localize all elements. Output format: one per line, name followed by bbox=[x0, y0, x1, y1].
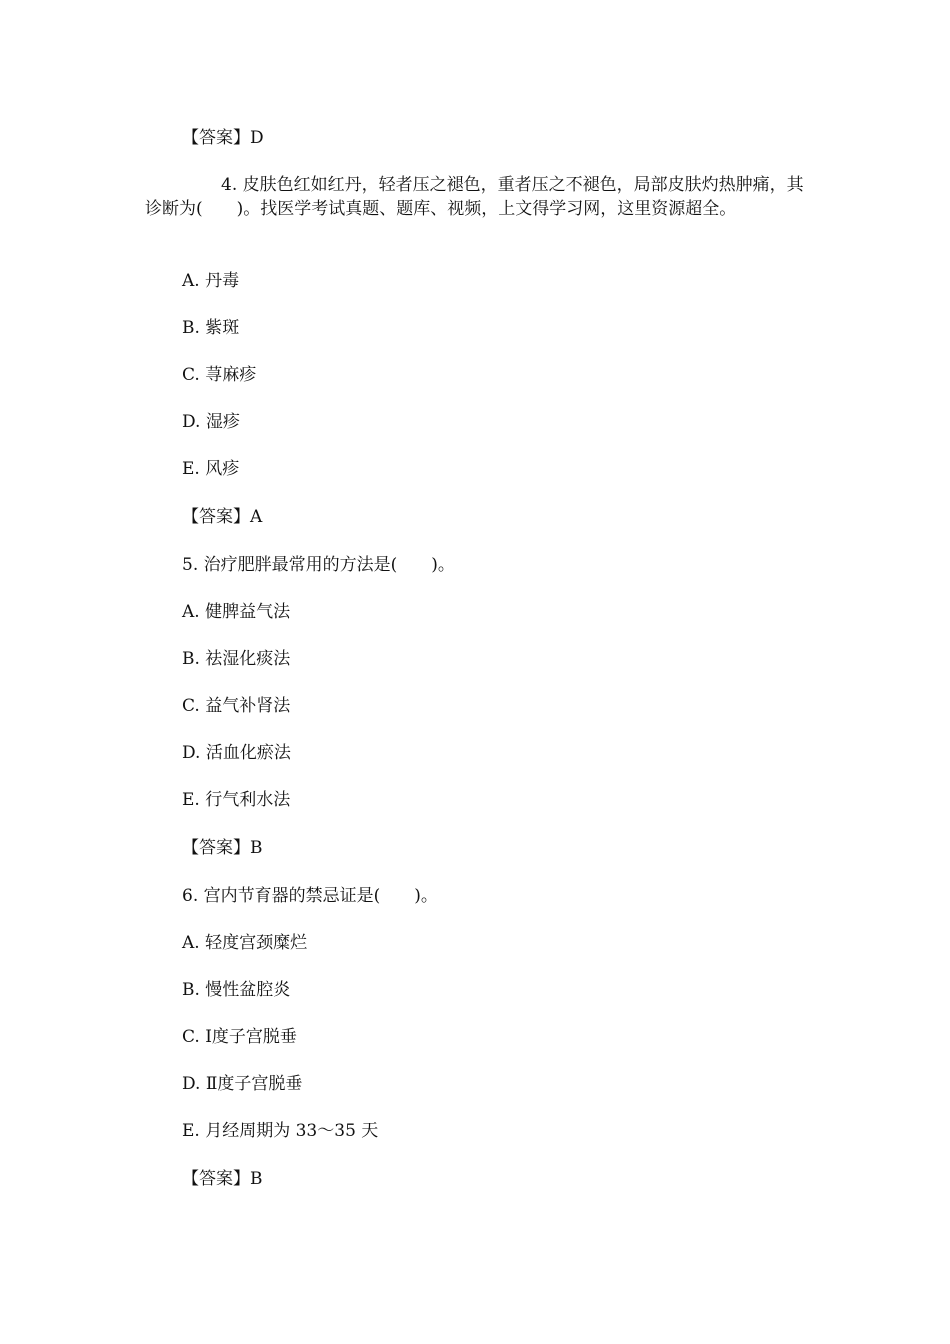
q5-option-b: B. 祛湿化痰法 bbox=[182, 649, 291, 669]
q5-answer: 【答案】B bbox=[182, 838, 263, 858]
q5-option-c: C. 益气补肾法 bbox=[182, 696, 291, 716]
q4-option-e: E. 风疹 bbox=[182, 459, 240, 479]
q6-option-b: B. 慢性盆腔炎 bbox=[182, 980, 291, 1000]
q5-option-e: E. 行气利水法 bbox=[182, 790, 291, 810]
question-6-stem: 6. 宫内节育器的禁忌证是( )。 bbox=[182, 886, 438, 906]
answer-prev: 【答案】D bbox=[182, 128, 264, 148]
q6-option-a: A. 轻度宫颈糜烂 bbox=[182, 933, 308, 953]
q6-answer: 【答案】B bbox=[182, 1169, 263, 1189]
question-5-stem: 5. 治疗肥胖最常用的方法是( )。 bbox=[182, 555, 455, 575]
q6-option-e: E. 月经周期为 33～35 天 bbox=[182, 1121, 379, 1141]
q4-option-c: C. 荨麻疹 bbox=[182, 365, 257, 385]
question-4-stem: 4. 皮肤色红如红丹，轻者压之褪色，重者压之不褪色，局部皮肤灼热肿痛，其诊断为( )。找医学考试真题、题库、视频，上文得学习网，这里资源超全。 bbox=[145, 175, 804, 219]
q4-answer: 【答案】A bbox=[182, 507, 263, 527]
q4-option-a: A. 丹毒 bbox=[182, 271, 240, 291]
q5-option-d: D. 活血化瘀法 bbox=[182, 743, 291, 763]
q5-option-a: A. 健脾益气法 bbox=[182, 602, 291, 622]
q4-option-b: B. 紫斑 bbox=[182, 318, 240, 338]
q6-option-c: C. Ⅰ度子宫脱垂 bbox=[182, 1027, 297, 1047]
q4-option-d: D. 湿疹 bbox=[182, 412, 240, 432]
q6-option-d: D. Ⅱ度子宫脱垂 bbox=[182, 1074, 303, 1094]
